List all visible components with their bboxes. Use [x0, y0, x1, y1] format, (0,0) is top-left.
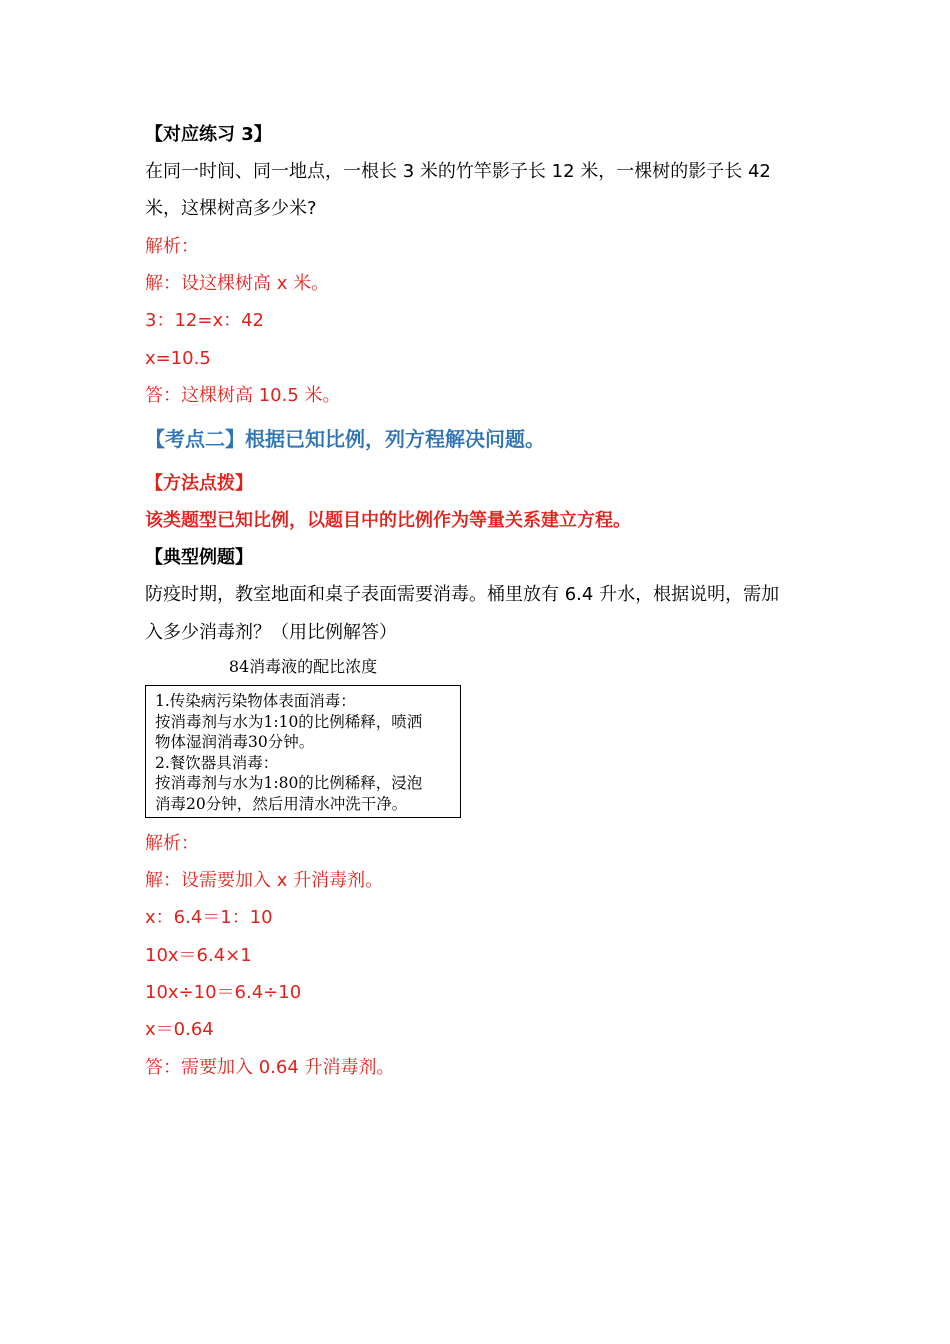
practice-solution-step: 解：设这棵树高 x 米。 — [145, 273, 330, 294]
practice-solution-step: x=10.5 — [145, 348, 211, 369]
practice-heading: 【对应练习 3】 — [145, 124, 272, 145]
example-question-line-1: 防疫时期，教室地面和桌子表面需要消毒。桶里放有 6.4 升水，根据说明，需加 — [145, 584, 780, 605]
practice-analysis-label: 解析： — [145, 236, 199, 257]
practice-question-line-2: 米，这棵树高多少米? — [145, 198, 317, 219]
example-heading: 【典型例题】 — [145, 547, 253, 568]
practice-answer: 答：这棵树高 10.5 米。 — [145, 385, 341, 406]
instruction-line: 2.餐饮器具消毒： — [155, 753, 279, 772]
instruction-box-title: 84消毒液的配比浓度 — [228, 657, 378, 676]
example-question-line-2: 入多少消毒剂？（用比例解答） — [145, 622, 397, 643]
instruction-line: 按消毒剂与水为1:80的比例稀释，浸泡 — [155, 774, 423, 792]
practice-solution-step: 3：12=x：42 — [145, 310, 264, 331]
example-answer: 答：需要加入 0.64 升消毒剂。 — [145, 1057, 395, 1078]
method-text: 该类题型已知比例，以题目中的比例作为等量关系建立方程。 — [145, 510, 631, 531]
example-analysis-label: 解析： — [145, 833, 199, 854]
instruction-line: 物体湿润消毒30分钟。 — [155, 733, 315, 751]
example-solution-step: x＝0.64 — [145, 1019, 214, 1040]
instruction-line: 按消毒剂与水为1:10的比例稀释，喷洒 — [155, 712, 423, 731]
instruction-line: 1.传染病污染物体表面消毒： — [155, 692, 356, 710]
example-solution-step: 10x＝6.4×1 — [145, 945, 252, 966]
instruction-line: 消毒20分钟，然后用清水冲洗干净。 — [155, 794, 408, 813]
practice-question-line-1: 在同一时间、同一地点，一根长 3 米的竹竿影子长 12 米，一棵树的影子长 42 — [145, 161, 771, 182]
method-heading: 【方法点拨】 — [145, 473, 253, 494]
example-solution-step: x：6.4＝1：10 — [145, 907, 273, 928]
example-solution-step: 解：设需要加入 x 升消毒剂。 — [145, 870, 384, 891]
example-solution-step: 10x÷10＝6.4÷10 — [145, 982, 302, 1003]
section-title: 【考点二】根据已知比例，列方程解决问题。 — [145, 427, 545, 451]
instruction-box — [145, 685, 461, 818]
